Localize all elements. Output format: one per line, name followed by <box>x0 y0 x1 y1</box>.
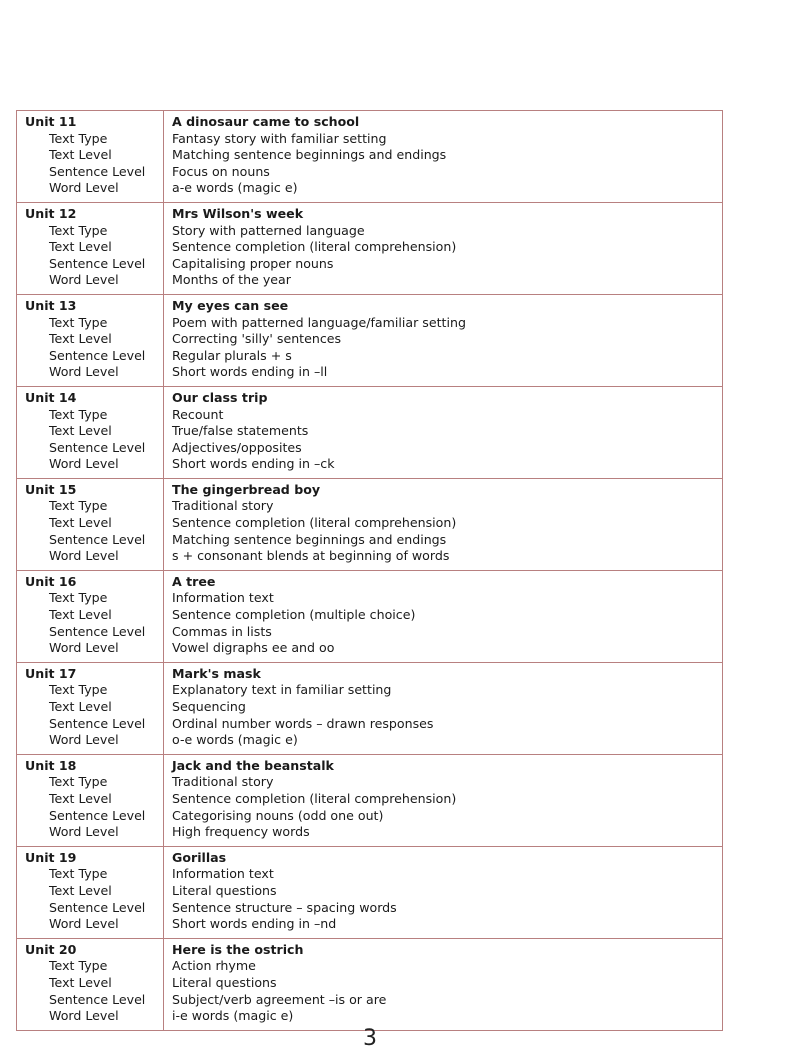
text-type-value: Traditional story <box>172 774 274 790</box>
unit-row <box>17 938 723 1030</box>
text-level-value: True/false statements <box>172 423 309 439</box>
word-level-value: Months of the year <box>172 272 291 288</box>
unit-row <box>17 662 723 754</box>
unit-label-cell <box>17 202 164 294</box>
text-level-label: Text Level <box>49 607 112 623</box>
sentence-level-value: Categorising nouns (odd one out) <box>172 807 384 823</box>
unit-number: Unit 14 <box>25 389 77 405</box>
word-level-label: Word Level <box>49 916 119 932</box>
sentence-level-value: Matching sentence beginnings and endings <box>172 531 447 547</box>
unit-row <box>17 478 723 570</box>
word-level-value: Short words ending in –nd <box>172 916 337 932</box>
unit-content-cell <box>164 754 723 846</box>
unit-title: Our class trip <box>172 389 268 405</box>
text-type-value: Recount <box>172 406 224 422</box>
unit-content-cell <box>164 386 723 478</box>
unit-number: Unit 20 <box>25 941 77 957</box>
unit-number: Unit 17 <box>25 665 77 681</box>
sentence-level-value: Subject/verb agreement –is or are <box>172 991 387 1007</box>
unit-content-cell <box>164 202 723 294</box>
text-type-label: Text Type <box>49 682 108 698</box>
unit-title: Gorillas <box>172 849 227 865</box>
unit-label-cell <box>17 754 164 846</box>
unit-content-cell <box>164 846 723 938</box>
unit-label-cell <box>17 478 164 570</box>
unit-row <box>17 754 723 846</box>
text-type-label: Text Type <box>49 314 108 330</box>
word-level-value: Short words ending in –ll <box>172 364 328 380</box>
text-level-label: Text Level <box>49 790 112 806</box>
text-level-label: Text Level <box>49 423 112 439</box>
word-level-label: Word Level <box>49 640 119 656</box>
text-type-label: Text Type <box>49 590 108 606</box>
sentence-level-value: Commas in lists <box>172 623 272 639</box>
unit-number: Unit 16 <box>25 573 77 589</box>
unit-number: Unit 11 <box>25 114 77 129</box>
unit-title: A tree <box>172 573 216 589</box>
text-level-label: Text Level <box>49 331 112 347</box>
unit-label-cell <box>17 294 164 386</box>
sentence-level-value: Adjectives/opposites <box>172 439 302 455</box>
unit-label-cell <box>17 386 164 478</box>
unit-label-cell <box>17 846 164 938</box>
text-type-value: Information text <box>172 590 274 606</box>
page-number: 3 <box>363 1026 377 1051</box>
unit-number: Unit 15 <box>25 481 77 497</box>
text-type-value: Action rhyme <box>172 958 256 974</box>
sentence-level-value: Focus on nouns <box>172 163 270 179</box>
text-type-value: Explanatory text in familiar setting <box>172 682 392 698</box>
text-level-label: Text Level <box>49 699 112 714</box>
unit-title: Mrs Wilson's week <box>172 205 304 221</box>
text-level-value: Sentence completion (literal comprehension) <box>172 790 457 806</box>
text-level-value: Matching sentence beginnings and endings <box>172 147 447 163</box>
unit-label-cell <box>17 111 164 203</box>
word-level-value: Vowel digraphs ee and oo <box>172 640 335 656</box>
unit-title: My eyes can see <box>172 297 289 313</box>
text-level-label: Text Level <box>49 239 112 255</box>
text-level-value: Literal questions <box>172 882 277 898</box>
sentence-level-label: Sentence Level <box>49 255 146 271</box>
word-level-value: i-e words (magic e) <box>172 1008 294 1024</box>
text-type-label: Text Type <box>49 498 108 514</box>
text-level-label: Text Level <box>49 515 112 531</box>
unit-content-cell <box>164 294 723 386</box>
sentence-level-label: Sentence Level <box>49 899 146 915</box>
text-level-value: Sequencing <box>172 699 246 714</box>
text-type-value: Traditional story <box>172 498 274 514</box>
word-level-label: Word Level <box>49 456 119 472</box>
word-level-label: Word Level <box>49 180 119 196</box>
text-type-label: Text Type <box>49 222 108 238</box>
unit-title: A dinosaur came to school <box>172 114 360 129</box>
sentence-level-value: Ordinal number words – drawn responses <box>172 715 434 731</box>
unit-content-cell <box>164 938 723 1030</box>
unit-number: Unit 18 <box>25 757 77 773</box>
text-type-label: Text Type <box>49 866 108 882</box>
sentence-level-label: Sentence Level <box>49 807 146 823</box>
sentence-level-label: Sentence Level <box>49 163 146 179</box>
sentence-level-label: Sentence Level <box>49 623 146 639</box>
unit-label-cell <box>17 938 164 1030</box>
unit-row <box>17 846 723 938</box>
word-level-value: Short words ending in –ck <box>172 456 335 472</box>
text-level-value: Sentence completion (literal comprehension) <box>172 515 457 531</box>
unit-row <box>17 202 723 294</box>
unit-title: Jack and the beanstalk <box>172 757 334 773</box>
sentence-level-label: Sentence Level <box>49 531 146 547</box>
text-type-label: Text Type <box>49 774 108 790</box>
text-level-value: Correcting 'silly' sentences <box>172 331 342 347</box>
text-level-value: Literal questions <box>172 974 277 990</box>
word-level-value: s + consonant blends at beginning of words <box>172 548 450 564</box>
text-type-value: Poem with patterned language/familiar setting <box>172 314 466 330</box>
unit-label-cell <box>17 662 164 754</box>
units-table <box>16 110 723 1031</box>
sentence-level-label: Sentence Level <box>49 347 146 363</box>
word-level-label: Word Level <box>49 364 119 380</box>
unit-content-cell <box>164 478 723 570</box>
word-level-value: High frequency words <box>172 824 310 840</box>
unit-row <box>17 386 723 478</box>
text-type-label: Text Type <box>49 958 108 974</box>
unit-title: Here is the ostrich <box>172 941 304 957</box>
sentence-level-label: Sentence Level <box>49 715 146 731</box>
sentence-level-label: Sentence Level <box>49 439 146 455</box>
unit-number: Unit 13 <box>25 297 77 313</box>
unit-content-cell <box>164 662 723 754</box>
text-type-label: Text Type <box>49 406 108 422</box>
sentence-level-label: Sentence Level <box>49 991 146 1007</box>
text-type-value: Information text <box>172 866 274 882</box>
text-level-label: Text Level <box>49 974 112 990</box>
text-type-label: Text Type <box>49 130 108 146</box>
word-level-label: Word Level <box>49 272 119 288</box>
word-level-label: Word Level <box>49 548 119 564</box>
text-type-value: Fantasy story with familiar setting <box>172 130 387 146</box>
text-level-label: Text Level <box>49 147 112 163</box>
unit-content-cell <box>164 111 723 203</box>
unit-label-cell <box>17 570 164 662</box>
text-level-label: Text Level <box>49 882 112 898</box>
word-level-label: Word Level <box>49 732 119 748</box>
sentence-level-value: Regular plurals + s <box>172 347 292 363</box>
word-level-label: Word Level <box>49 824 119 840</box>
unit-number: Unit 12 <box>25 205 77 221</box>
unit-row <box>17 111 723 203</box>
units-table-body <box>17 111 723 1031</box>
text-level-value: Sentence completion (multiple choice) <box>172 607 416 623</box>
sentence-level-value: Sentence structure – spacing words <box>172 899 397 915</box>
unit-number: Unit 19 <box>25 849 77 865</box>
word-level-value: o-e words (magic e) <box>172 732 298 748</box>
unit-title: Mark's mask <box>172 665 261 681</box>
unit-title: The gingerbread boy <box>172 481 321 497</box>
text-type-value: Story with patterned language <box>172 222 365 238</box>
sentence-level-value: Capitalising proper nouns <box>172 255 334 271</box>
unit-content-cell <box>164 570 723 662</box>
text-level-value: Sentence completion (literal comprehension) <box>172 239 457 255</box>
word-level-value: a-e words (magic e) <box>172 180 298 196</box>
unit-row <box>17 570 723 662</box>
unit-row <box>17 294 723 386</box>
word-level-label: Word Level <box>49 1008 119 1024</box>
